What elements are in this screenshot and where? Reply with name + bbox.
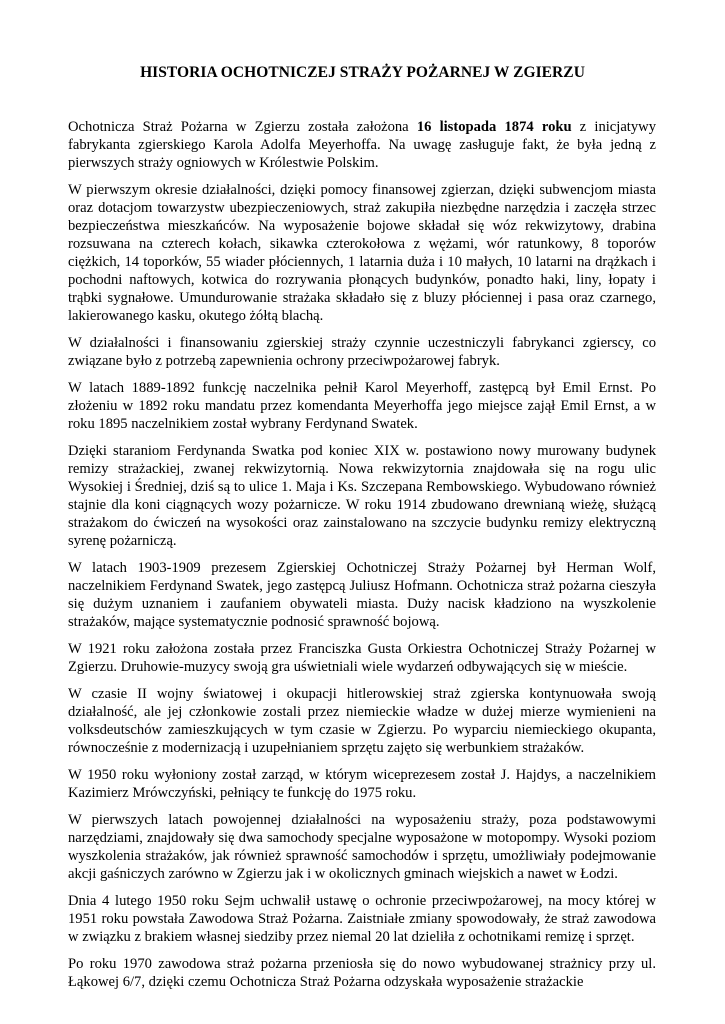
paragraph-postwar: W pierwszych latach powojennej działalności na wyposażeniu straży, poza podstawowymi narzędziami, znajdowały się dwa samochody specjalne wyposażone w motopompy. Wysoki poziom wyszkolenia strażaków, jak również sprawność samochodów i sprzętu, umożliwiały podejmowanie akcji gaśniczych zarówno w Zgierzu jak i w okolicznych gminach wiejskich a nawet w Łodzi. xyxy=(68,812,656,882)
paragraph-ww2: W czasie II wojny światowej i okupacji hitlerowskiej straż zgierska kontynuowała swoją działalność, ale jej członkowie zostali przez niemieckie władze w dużej mierze wymienieni na volksdeutschów zamieszkujących w tym czasie w Zgierzu. Po wyparciu niemieckiego okupanta, równocześnie z modernizacją i uzupełnianiem sprzętu zajęto się werbunkiem strażaków. xyxy=(68,686,656,756)
paragraph-new-building: Dzięki staraniom Ferdynanda Swatka pod koniec XIX w. postawiono nowy murowany budynek remizy strażackiej, zwanej rekwizytornią. Nowa rekwizytornia znajdowała się na rogu ulic Wysokiej i Średniej, dziś są to ulice 1. Maja i Ks. Szczepana Rembowskiego. Wybudowano również stajnie dla koni ciągnących wozy pożarnicze. W roku 1914 zbudowano drewnianą wieżę, służącą strażakom do ćwiczeń na wysokości oraz zainstalowano na szczycie budynku remizy elektryczną syrenę pożarniczą. xyxy=(68,443,656,549)
paragraph-early-equipment: W pierwszym okresie działalności, dzięki pomocy finansowej zgierzan, dzięki subwencjom miasta oraz dotacjom towarzystw ubezpieczeniowych, straż zakupiła niezbędne narzędzia i zaczęła strzec bezpieczeństwa mieszkańców. Na wyposażenie bojowe składał się wóz rekwizytowy, drabina rozsuwana na czterech kołach, sikawka czterokołowa z wężami, wór ratunkowy, 8 toporów ciężkich, 14 toporków, 55 wiader płóciennych, 1 latarnia duża i 10 małych, 10 latarni na drążkach i pochodni naftowych, kotwica do rozrywania płonących budynków, ponadto haki, liny, łopaty i trąbki sygnałowe. Umundurowanie strażaka składało się z bluzy płóciennej i pasa oraz czarnego, lakierowanego kasku, okutego żółtą blachą. xyxy=(68,182,656,324)
page-title: HISTORIA OCHOTNICZEJ STRAŻY POŻARNEJ W ZGIERZU xyxy=(140,64,585,81)
paragraph-1950-board: W 1950 roku wyłoniony został zarząd, w którym wiceprezesem został J. Hajdys, a naczelnikiem Kazimierz Mrówczyński, pełniący te funkcję do 1975 roku. xyxy=(68,767,656,801)
paragraph-after-1970: Po roku 1970 zawodowa straż pożarna przeniosła się do nowo wybudowanej strażnicy przy ul. Łąkowej 6/7, dzięki czemu Ochotnicza Straż Pożarna odzyskała wyposażenie strażackie xyxy=(68,956,656,990)
paragraph-1903-1909: W latach 1903-1909 prezesem Zgierskiej Ochotniczej Straży Pożarnej był Herman Wolf, naczelnikiem Ferdynand Swatek, jego zastępcą Juliusz Hofmann. Ochotnicza straż pożarna cieszyła się dużym uznaniem i zaufaniem obywateli miasta. Duży nacisk kładziono na wyszkolenie strażaków, mające systematycznie podnosić sprawność bojową. xyxy=(68,560,656,630)
paragraph-professional-brigade: Dnia 4 lutego 1950 roku Sejm uchwalił ustawę o ochronie przeciwpożarowej, na mocy której w 1951 roku powstała Zawodowa Straż Pożarna. Zaistniałe zmiany spowodowały, że straż zawodowa w związku z brakiem własnej siedziby przez niemal 20 lat dzieliła z ochotnikami remizę i sprzęt. xyxy=(68,893,656,945)
document-body xyxy=(68,118,656,1000)
paragraph-founding xyxy=(68,118,656,172)
paragraph-orchestra-1921: W 1921 roku założona została przez Franciszka Gusta Orkiestra Ochotniczej Straży Pożarnej w Zgierzu. Druhowie-muzycy swoją gra uświetniali wiele wydarzeń odbywających się w mieście. xyxy=(68,641,656,675)
founding-date: 16 listopada 1874 roku xyxy=(416,119,572,135)
paragraph-commanders-1889: W latach 1889-1892 funkcję naczelnika pełnił Karol Meyerhoff, zastępcą był Emil Ernst. Po złożeniu w 1892 roku mandatu przez komendanta Meyerhoffa jego miejsce zajął Emil Ernst, a w roku 1895 naczelnikiem został wybrany Ferdynand Swatek. xyxy=(68,380,656,432)
paragraph-founding-text-start: Ochotnicza Straż Pożarna w Zgierzu została założona xyxy=(68,119,417,135)
paragraph-manufacturers: W działalności i finansowaniu zgierskiej straży czynnie uczestniczyli fabrykanci zgierscy, co związane było z potrzebą zapewnienia ochrony przeciwpożarowej fabryk. xyxy=(68,335,656,369)
paragraph-founding-text-end: z inicjatywy fabrykanta zgierskiego Karola Adolfa Meyerhoffa. Na uwagę zasługuje fakt, że była jedną z pierwszych straży ogniowych w Królestwie Polskim. xyxy=(68,119,656,171)
